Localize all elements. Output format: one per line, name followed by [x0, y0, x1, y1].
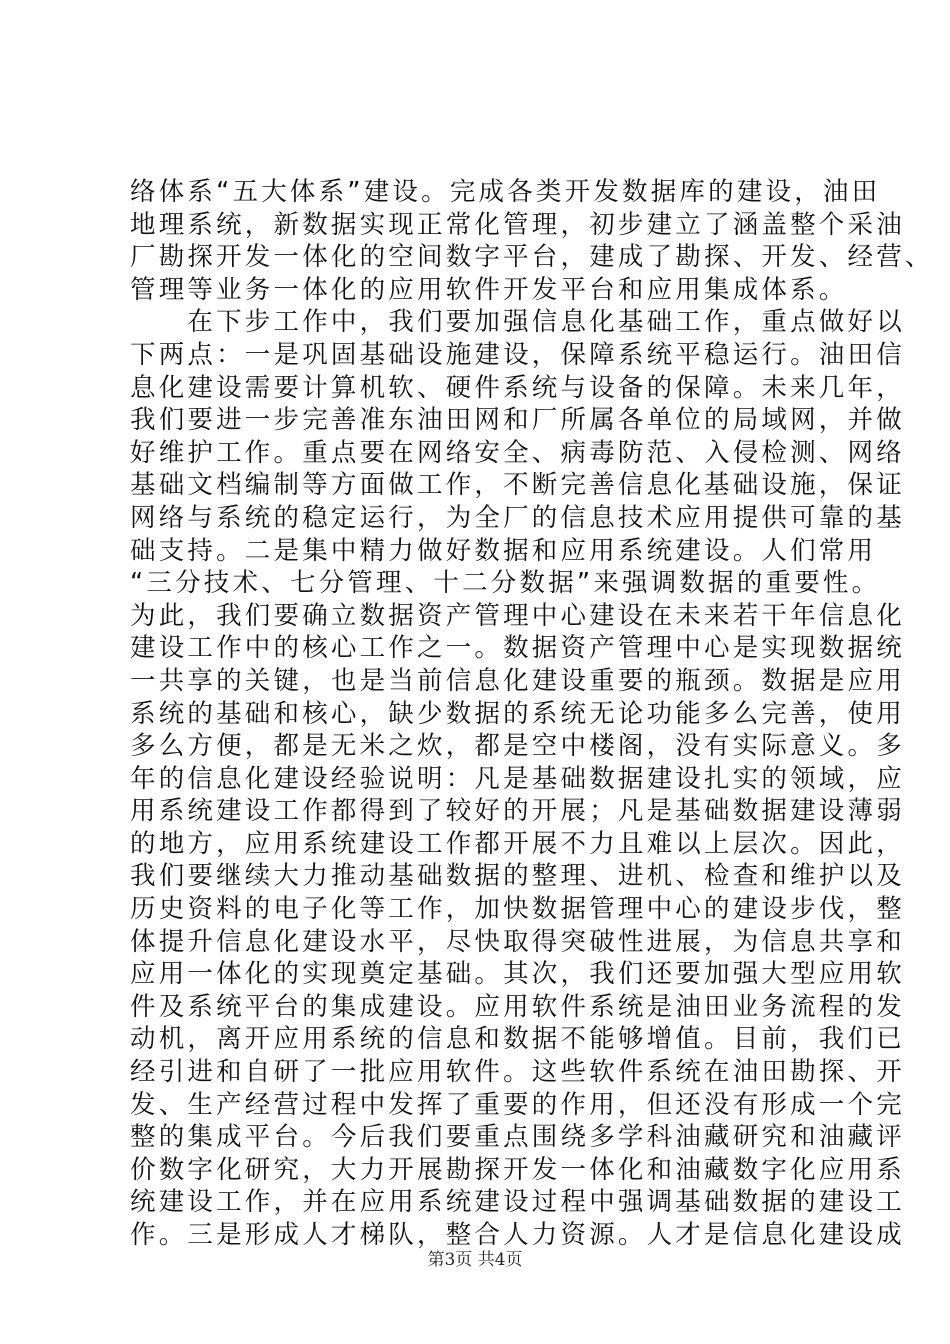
text-line: 动机，离开应用系统的信息和数据不能够增值。目前，我们已 — [130, 1024, 905, 1055]
text-line: 经引进和自研了一批应用软件。这些软件系统在油田勘探、开 — [130, 1057, 905, 1088]
text-line: 整的集成平台。今后我们要重点围绕多学科油藏研究和油藏评 — [130, 1122, 905, 1153]
text-line: 在下步工作中，我们要加强信息化基础工作，重点做好以 — [130, 307, 905, 338]
text-line: 我们要进一步完善准东油田网和厂所属各单位的局域网，并做 — [130, 405, 905, 436]
text-line: 础支持。二是集中精力做好数据和应用系统建设。人们常用 — [130, 535, 877, 566]
text-line: 发、生产经营过程中发挥了重要的作用，但还没有形成一个完 — [130, 1089, 905, 1120]
text-line: 作。三是形成人才梯队，整合人力资源。人才是信息化建设成 — [130, 1220, 905, 1250]
text-line: 年的信息化建设经验说明：凡是基础数据建设扎实的领域，应 — [130, 763, 905, 794]
body-text — [130, 176, 934, 1252]
text-line: 地理系统，新数据实现正常化管理，初步建立了涵盖整个采油 — [130, 209, 905, 240]
text-line: 一共享的关键，也是当前信息化建设重要的瓶颈。数据是应用 — [130, 665, 905, 696]
text-line: 网络与系统的稳定运行，为全厂的信息技术应用提供可靠的基 — [130, 502, 905, 533]
text-line: 价数字化研究，大力开展勘探开发一体化和油藏数字化应用系 — [130, 1154, 905, 1185]
text-line: 多么方便，都是无米之炊，都是空中楼阁，没有实际意义。多 — [130, 731, 905, 762]
text-line: 基础文档编制等方面做工作，不断完善信息化基础设施，保证 — [130, 470, 905, 501]
text-line: 厂勘探开发一体化的空间数字平台，建成了勘探、开发、经营、 — [130, 242, 934, 273]
page-footer: 第3页 共4页 — [427, 1250, 523, 1270]
text-line: 系统的基础和核心，缺少数据的系统无论功能多么完善，使用 — [130, 698, 905, 729]
text-line: 息化建设需要计算机软、硬件系统与设备的保障。未来几年， — [130, 372, 905, 403]
text-line: 的地方，应用系统建设工作都开展不力且难以上层次。因此， — [130, 828, 905, 859]
text-line: “三分技术、七分管理、十二分数据”来强调数据的重要性。 — [130, 568, 881, 599]
text-line: 建设工作中的核心工作之一。数据资产管理中心是实现数据统 — [130, 633, 905, 664]
text-line: 络体系“五大体系”建设。完成各类开发数据库的建设，油田 — [130, 177, 881, 207]
text-line: 用系统建设工作都得到了较好的开展；凡是基础数据建设薄弱 — [130, 796, 905, 827]
text-line: 体提升信息化建设水平，尽快取得突破性进展，为信息共享和 — [130, 926, 905, 957]
text-line: 管理等业务一体化的应用软件开发平台和应用集成体系。 — [130, 274, 848, 305]
text-line: 件及系统平台的集成建设。应用软件系统是油田业务流程的发 — [130, 991, 905, 1022]
text-line: 我们要继续大力推动基础数据的整理、进机、检查和维护以及 — [130, 861, 905, 892]
text-line: 好维护工作。重点要在网络安全、病毒防范、入侵检测、网络 — [130, 437, 905, 468]
text-line: 应用一体化的实现奠定基础。其次，我们还要加强大型应用软 — [130, 959, 905, 990]
text-line: 为此，我们要确立数据资产管理中心建设在未来若干年信息化 — [130, 600, 905, 631]
text-line: 下两点：一是巩固基础设施建设，保障系统平稳运行。油田信 — [130, 339, 905, 370]
text-line: 统建设工作，并在应用系统建设过程中强调基础数据的建设工 — [130, 1187, 905, 1218]
text-line: 历史资料的电子化等工作，加快数据管理中心的建设步伐，整 — [130, 894, 905, 925]
